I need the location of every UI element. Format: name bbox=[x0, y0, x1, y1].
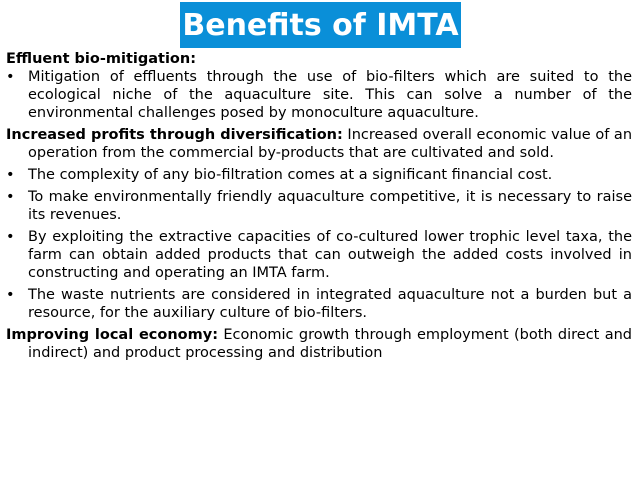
section-heading-economy: Improving local economy: bbox=[6, 327, 218, 343]
title-banner bbox=[180, 2, 461, 48]
bullet-text: To make environmentally friendly aquaculture competitive, it is necessary to raise its revenues. bbox=[28, 189, 632, 223]
bullet-icon: • bbox=[6, 167, 15, 183]
bullet-text: Mitigation of effluents through the use of bio-filters which are suited to the ecological niche of the aquaculture site. This can solve a number of the environmental challenges posed by monoculture aquaculture. bbox=[28, 69, 632, 121]
bullet-item bbox=[6, 166, 632, 184]
bullet-text: The waste nutrients are considered in integrated aquaculture not a burden but a resource, for the auxiliary culture of bio-filters. bbox=[28, 287, 632, 321]
bullet-item bbox=[6, 188, 632, 224]
bullet-item bbox=[6, 228, 632, 282]
section-heading-profits: Increased profits through diversification: bbox=[6, 127, 343, 143]
bullet-item bbox=[6, 286, 632, 322]
bullet-text: By exploiting the extractive capacities of co-cultured lower trophic level taxa, the farm can obtain added products that can outweigh the added costs involved in constructing and operating an IMTA farm. bbox=[28, 229, 632, 281]
slide-content bbox=[6, 50, 632, 362]
slide-title: Benefits of IMTA bbox=[182, 7, 459, 43]
bullet-icon: • bbox=[6, 287, 15, 303]
bullet-item bbox=[6, 68, 632, 122]
section-text-profits: Increased overall economic value of an operation from the commercial by-products that are cultivated and sold. bbox=[28, 127, 633, 161]
section-profits bbox=[6, 126, 632, 162]
bullet-icon: • bbox=[6, 69, 15, 85]
section-heading-effluent: Effluent bio-mitigation: bbox=[6, 51, 197, 67]
bullet-icon: • bbox=[6, 189, 15, 205]
section-economy bbox=[6, 326, 632, 362]
bullet-text: The complexity of any bio-filtration comes at a significant financial cost. bbox=[28, 167, 553, 183]
bullet-icon: • bbox=[6, 229, 15, 245]
section-text-economy: Economic growth through employment (both direct and indirect) and product processing and distribution bbox=[28, 327, 632, 361]
